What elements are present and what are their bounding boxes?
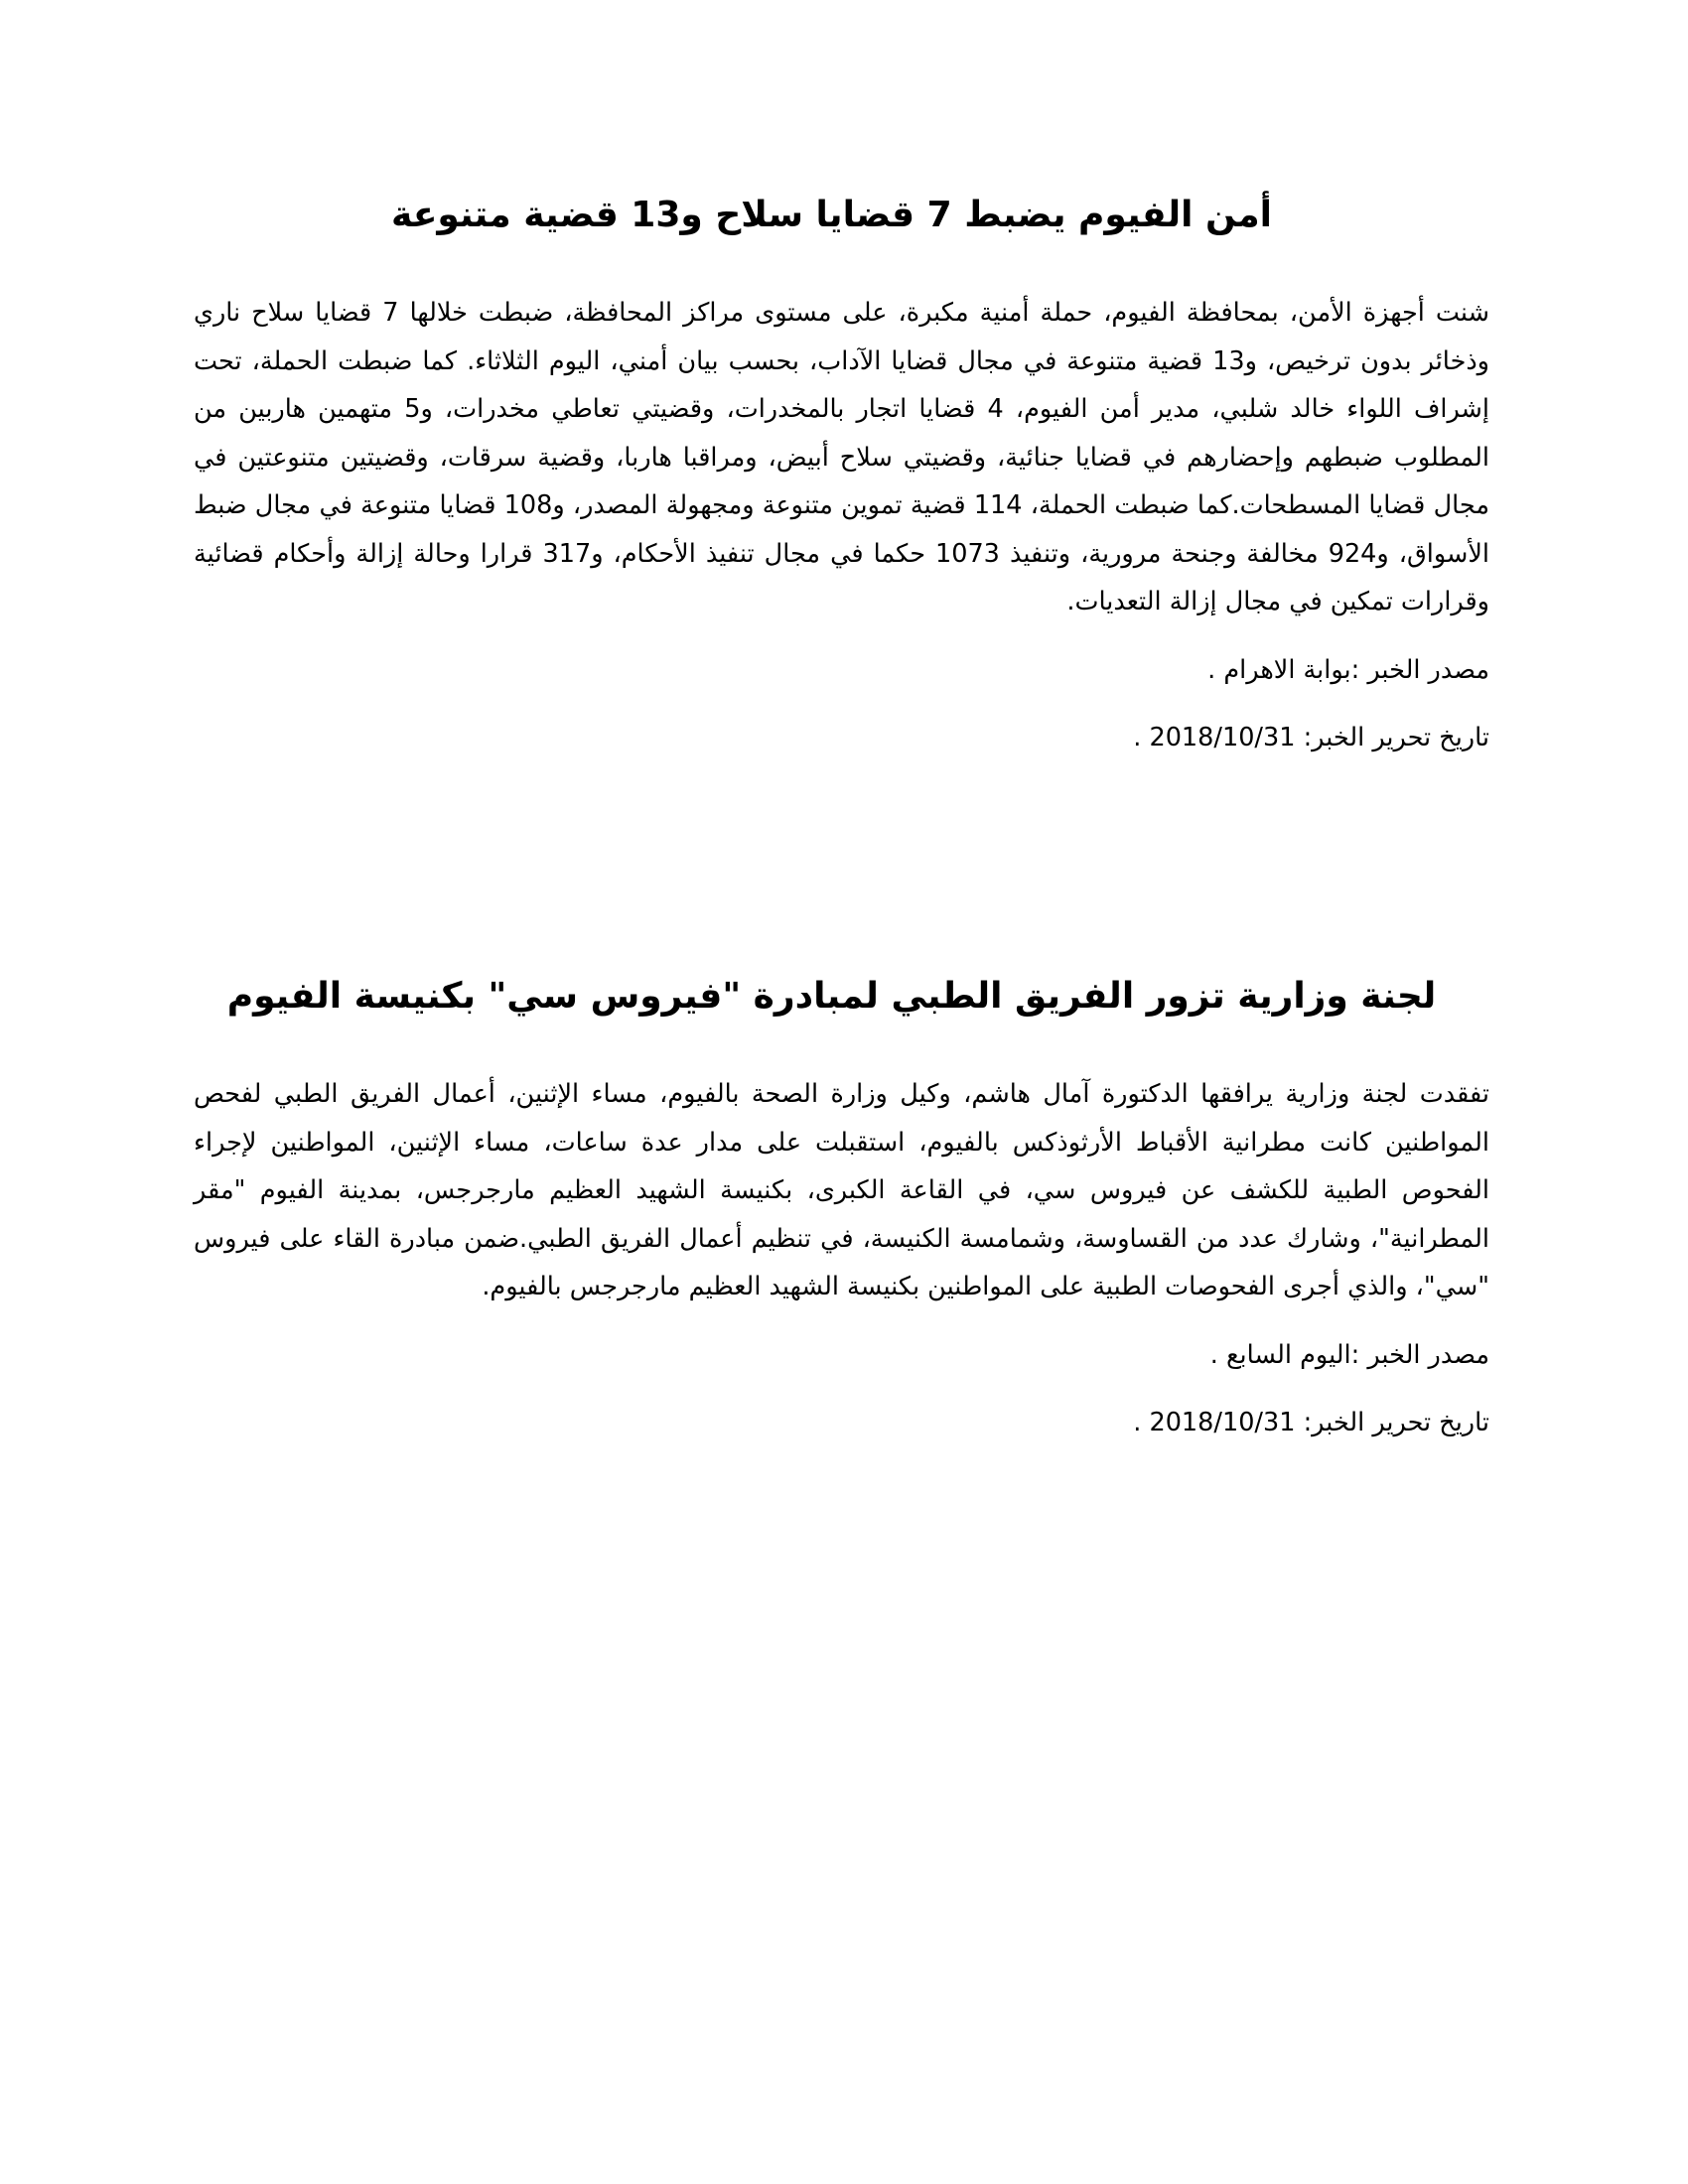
source-value: اليوم السابع .	[1209, 1339, 1351, 1370]
source-label: مصدر الخبر :	[1350, 1339, 1489, 1370]
date-value: 2018/10/31 .	[1133, 1407, 1296, 1437]
article-source-line	[194, 646, 1489, 694]
article-headline: لجنة وزارية تزور الفريق الطبي لمبادرة "فيروس سي" بكنيسة الفيوم	[226, 976, 1437, 1017]
news-article	[194, 968, 1489, 1446]
article-body: شنت أجهزة الأمن، بمحافظة الفيوم، حملة أمنية مكبرة، على مستوى مراكز المحافظة، ضبطت خلالها 7 قضايا سلاح ناري وذخائر بدون ترخيص، و13 قضية متنوعة في مجال قضايا الآداب، بحسب بيان أمني، اليوم الثلاثاء. كما ضبطت الحملة، تحت إشراف اللواء خالد شلبي، مدير أمن الفيوم، 4 قضايا اتجار بالمخدرات، وقضيتي تعاطي مخدرات، و5 متهمين هاربين من المطلوب ضبطهم وإحضارهم في قضايا جنائية، وقضيتي سلاح أبيض، ومراقبا هاربا، وقضية سرقات، وقضيتين متنوعتين في مجال قضايا المسطحات.كما ضبطت الحملة، 114 قضية تموين متنوعة ومجهولة المصدر، و108 قضايا متنوعة في مجال ضبط الأسواق، و924 مخالفة وجنحة مرورية، وتنفيذ 1073 حكما في مجال تنفيذ الأحكام، و317 قرارا وحالة إزالة وأحكام قضائية وقرارات تمكين في مجال إزالة التعديات.	[194, 298, 1490, 616]
article-source-line	[194, 1331, 1489, 1379]
news-article	[194, 187, 1489, 761]
date-label: تاريخ تحرير الخبر:	[1303, 722, 1489, 752]
date-value: 2018/10/31 .	[1133, 722, 1296, 752]
article-body: تفقدت لجنة وزارية يرافقها الدكتورة آمال هاشم، وكيل وزارة الصحة بالفيوم، مساء الإثنين، أعمال الفريق الطبي لفحص المواطنين كانت مطرانية الأقباط الأرثوذكس بالفيوم، استقبلت على مدار عدة ساعات، مساء الإثنين، المواطنين لإجراء الفحوص الطبية للكشف عن فيروس سي، في القاعة الكبرى، بكنيسة الشهيد العظيم مارجرجس، بمدينة الفيوم "مقر المطرانية"، وشارك عدد من القساوسة، وشمامسة الكنيسة، في تنظيم أعمال الفريق الطبي.ضمن مبادرة القاء على فيروس "سي"، والذي أجرى الفحوصات الطبية على المواطنين بكنيسة الشهيد العظيم مارجرجس بالفيوم.	[194, 1079, 1489, 1301]
source-value: بوابة الاهرام .	[1207, 654, 1351, 685]
date-label: تاريخ تحرير الخبر:	[1303, 1407, 1489, 1437]
document-page	[194, 0, 1489, 2184]
source-label: مصدر الخبر :	[1350, 654, 1489, 685]
article-headline: أمن الفيوم يضبط 7 قضايا سلاح و13 قضية متنوعة	[390, 195, 1273, 235]
article-date-line	[194, 1399, 1489, 1446]
article-date-line	[194, 714, 1489, 761]
